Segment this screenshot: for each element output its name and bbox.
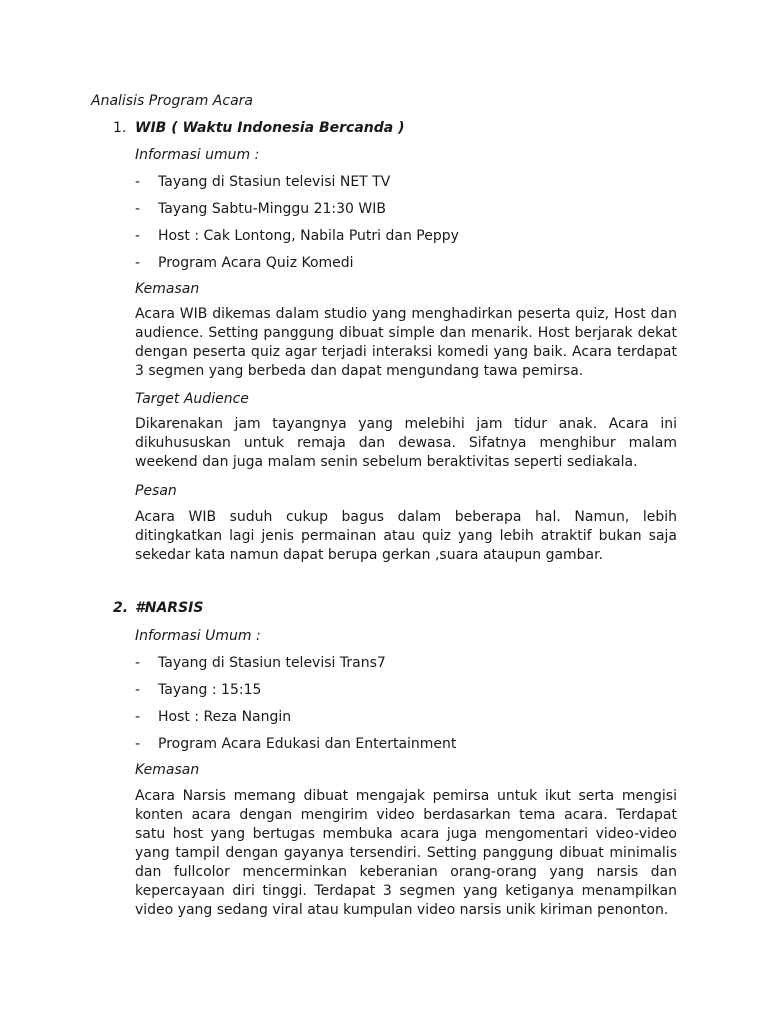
section-2-info-item — [135, 707, 291, 727]
section-1-target-text: Dikarenakan jam tayangnya yang melebihi jam tidur anak. Acara ini dikuhususkan untuk remaja dan dewasa. Sifatnya menghibur malam weekend dan juga malam senin sebelum beraktivitas seperti sediakala. — [135, 416, 677, 470]
section-1-kemasan-heading: Kemasan — [135, 281, 200, 297]
bullet-dash: - — [135, 228, 141, 244]
section-2-title: #NARSIS — [135, 600, 204, 616]
info-item-text: Host : Cak Lontong, Nabila Putri dan Peppy — [158, 228, 459, 244]
document-title: Analisis Program Acara — [91, 93, 253, 109]
bullet-dash: - — [135, 682, 141, 698]
section-1-number: 1. — [113, 120, 127, 136]
section-1-info-item — [135, 226, 459, 246]
section-2-info-item — [135, 653, 386, 673]
section-1-info-item — [135, 253, 354, 273]
bullet-dash: - — [135, 174, 141, 190]
section-1-info-heading: Informasi umum : — [135, 147, 260, 163]
section-1-info-item — [135, 199, 386, 219]
section-1-kemasan-text: Acara WIB dikemas dalam studio yang menghadirkan peserta quiz, Host dan audience. Setting panggung dibuat simple dan menarik. Host berjarak dekat dengan peserta quiz agar terjadi interaksi komedi yang baik. Acara terdapat 3 segmen yang berbeda dan dapat mengundang tawa pemirsa. — [135, 306, 677, 379]
section-2-kemasan-heading: Kemasan — [135, 762, 200, 778]
section-1-heading — [113, 118, 405, 138]
info-item-text: Program Acara Edukasi dan Entertainment — [158, 736, 457, 752]
section-2-kemasan-text: Acara Narsis memang dibuat mengajak pemirsa untuk ikut serta mengisi konten acara dengan mengirim video berdasarkan tema acara. Terdapat satu host yang bertugas membuka acara juga mengomentari video-video yang tampil dengan gayanya tersendiri. Setting panggung dibuat minimalis dan fullcolor mencerminkan keberanian orang-orang yang narsis dan kepercayaan diri tinggi. Terdapat 3 segmen yang ketiganya menampilkan video yang sedang viral atau kumpulan video narsis unik kiriman penonton. — [135, 788, 677, 918]
info-item-text: Tayang di Stasiun televisi Trans7 — [158, 655, 386, 671]
info-item-text: Tayang Sabtu-Minggu 21:30 WIB — [158, 201, 386, 217]
bullet-dash: - — [135, 255, 141, 271]
info-item-text: Tayang di Stasiun televisi NET TV — [158, 174, 391, 190]
section-1-title: WIB ( Waktu Indonesia Bercanda ) — [135, 120, 405, 136]
section-2-info-heading: Informasi Umum : — [135, 628, 261, 644]
bullet-dash: - — [135, 709, 141, 725]
info-item-text: Tayang : 15:15 — [158, 682, 262, 698]
info-item-text: Program Acara Quiz Komedi — [158, 255, 354, 271]
bullet-dash: - — [135, 201, 141, 217]
section-1-pesan-text: Acara WIB suduh cukup bagus dalam beberapa hal. Namun, lebih ditingkatkan lagi jenis permainan atau quiz yang lebih atraktif bukan saja sekedar kata namun dapat berupa gerkan ,suara ataupun gambar. — [135, 509, 677, 563]
bullet-dash: - — [135, 736, 141, 752]
section-2-heading — [113, 598, 203, 618]
bullet-dash: - — [135, 655, 141, 671]
section-2-info-item — [135, 680, 261, 700]
section-1-info-item — [135, 172, 390, 192]
info-item-text: Host : Reza Nangin — [158, 709, 292, 725]
section-1-target-heading: Target Audience — [135, 391, 249, 407]
section-1-pesan-heading: Pesan — [135, 483, 177, 499]
section-2-info-item — [135, 734, 456, 754]
section-2-number: 2. — [113, 600, 129, 616]
